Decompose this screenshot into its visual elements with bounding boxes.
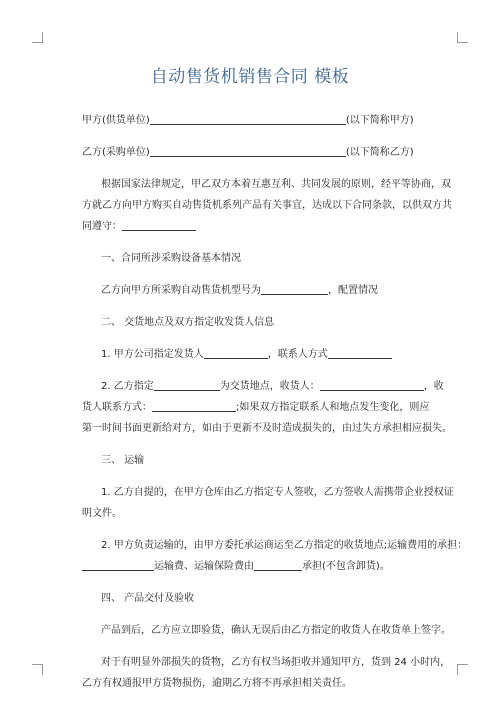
party-a-suffix: (以下简称甲方) <box>345 115 414 126</box>
party-a-blank[interactable] <box>150 112 346 125</box>
section-2-item-2-end: 第一时间书面更新给对方，如由于更新不及时造成损失的，由过失方承担相应损失。 <box>82 423 452 434</box>
section-3-item-2-cont: 运输费、运输保险费由 承担(不包含卸货)。 <box>82 556 432 577</box>
section-2-item-2-cont: 货人联系方式： ;如果双方指定联系人和地点发生变化，则应 <box>82 397 432 418</box>
intro-line-3: 同遵守： <box>82 216 432 237</box>
insurance-party-blank[interactable] <box>254 558 302 571</box>
section-2-item-2: 2. 乙方指定 为交货地点，收货人： ，收 <box>82 376 432 397</box>
section-3-item-1-cont: 明文件。 <box>82 508 122 519</box>
section-4-para-1: 产品到后，乙方应立即验货，确认无误后由乙方指定的收货人在收货单上签字。 <box>101 625 451 636</box>
freight-blank[interactable] <box>82 558 154 571</box>
crop-mark-bottom-left <box>32 664 43 675</box>
intro-blank[interactable] <box>122 218 196 231</box>
section-3-item-2: 2. 甲方负责运输的，由甲方委托承运商运至乙方指定的收货地点;运输费用的承担： <box>101 540 468 551</box>
section-4-para-2-cont: 乙方有权通报甲方货物损伤，逾期乙方将不再承担相关责任。 <box>82 678 352 689</box>
receiver-contact-blank[interactable] <box>152 399 236 412</box>
document-title: 自动售货机销售合同 模板 <box>150 67 350 87</box>
shipper-blank[interactable] <box>204 346 268 359</box>
section-4-heading: 四、 产品交付及验收 <box>101 593 195 604</box>
section-3-item-1: 1. 乙方自提的，在甲方仓库由乙方指定专人签收，乙方签收人需携带企业授权证 <box>101 487 454 498</box>
crop-mark-top-left <box>32 32 43 43</box>
intro-line-1: 根据国家法律规定，甲乙双方本着互惠互利、共同发展的原则，经平等协商，双 <box>101 179 451 190</box>
party-a-label: 甲方(供货单位) <box>82 115 150 126</box>
section-1-para: 乙方向甲方所采购自动售货机型号为 ，配置情况 <box>82 280 432 301</box>
receiver-blank[interactable] <box>320 378 424 391</box>
document-body <box>82 110 468 694</box>
crop-mark-top-right <box>457 32 468 43</box>
party-b-line <box>82 142 432 163</box>
section-4-para-2: 对于有明显外部损失的货物，乙方有权当场拒收并通知甲方，货到 24 小时内， <box>101 657 451 668</box>
shipper-contact-blank[interactable] <box>328 346 392 359</box>
party-b-label: 乙方(采购单位) <box>82 147 150 158</box>
section-2-item-1: 1. 甲方公司指定发货人 ，联系人方式 <box>82 344 432 365</box>
party-a-line <box>82 110 432 131</box>
section-2-heading: 二、 交货地点及双方指定收发货人信息 <box>101 317 275 328</box>
delivery-place-blank[interactable] <box>154 378 220 391</box>
party-b-blank[interactable] <box>150 144 346 157</box>
section-3-heading: 三、 运输 <box>101 455 145 466</box>
party-b-suffix: (以下简称乙方) <box>345 147 414 158</box>
intro-line-2: 方就乙方向甲方购买自动售货机系列产品有关事宜，达成以下合同条款，以供双方共 <box>82 200 452 211</box>
crop-mark-bottom-right <box>457 664 468 675</box>
model-blank[interactable] <box>261 282 328 295</box>
section-1-heading: 一、合同所涉采购设备基本情况 <box>101 253 241 264</box>
